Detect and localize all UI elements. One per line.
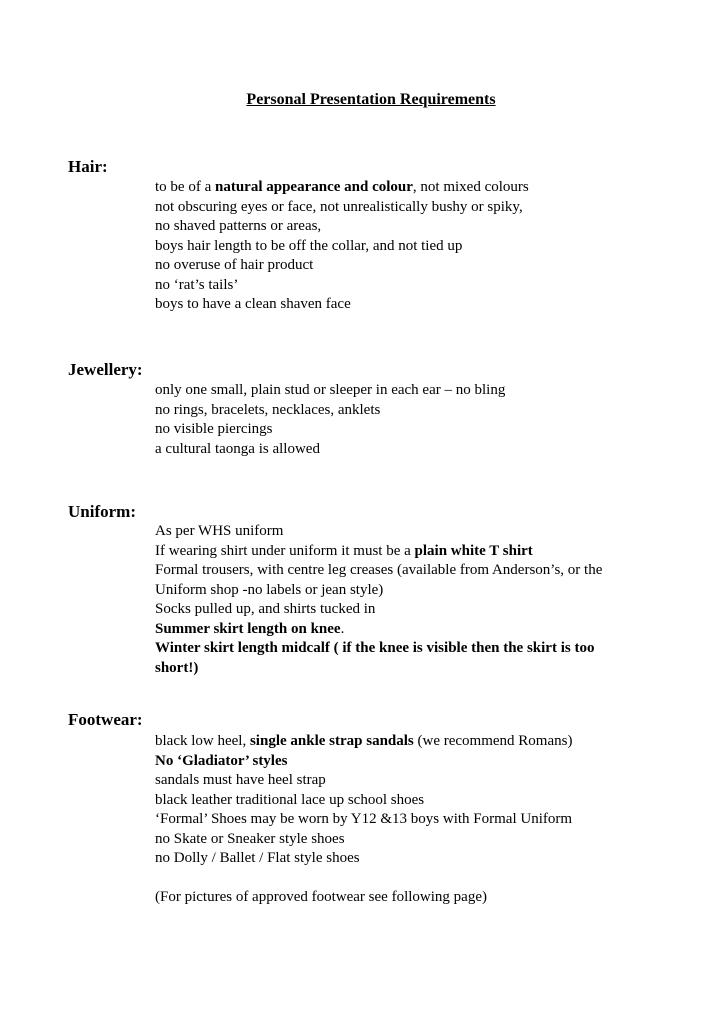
footwear-line-text: (we recommend Romans) (413, 733, 573, 749)
hair-line-text: to be of a (155, 179, 215, 195)
hair-line: boys to have a clean shaven face (155, 296, 351, 312)
uniform-line (155, 620, 675, 640)
spacer (155, 869, 675, 889)
uniform-line: Uniform shop -no labels or jean style) (155, 581, 384, 598)
hair-line-text: , not mixed colours (412, 179, 529, 195)
uniform-line: As per WHS uniform (155, 523, 284, 539)
uniform-emphasis: plain white T shirt (414, 542, 533, 559)
uniform-line: short!) (155, 659, 199, 676)
jewellery-heading: Jewellery: (68, 360, 143, 379)
uniform-line: Formal trousers, with centre leg creases (available from Anderson’s, or the (155, 562, 603, 578)
jewellery-line: only one small, plain stud or sleeper in each ear – no bling (155, 382, 506, 398)
hair-line (155, 178, 675, 198)
footwear-heading: Footwear: (68, 710, 143, 729)
hair-line: not obscuring eyes or face, not unrealistically bushy or spiky, (155, 198, 523, 215)
footwear-line-text: black low heel, (155, 733, 250, 749)
uniform-line: Winter skirt length midcalf ( if the knee is visible then the skirt is too (155, 640, 595, 656)
footwear-emphasis: single ankle strap sandals (249, 733, 414, 749)
footwear-line: sandals must have heel strap (155, 772, 326, 788)
hair-heading: Hair: (68, 157, 108, 176)
hair-emphasis: natural appearance and colour (214, 179, 413, 195)
jewellery-line: no rings, bracelets, necklaces, anklets (155, 401, 381, 418)
hair-list (155, 178, 675, 315)
footwear-line: No ‘Gladiator’ styles (155, 752, 288, 769)
uniform-line (155, 542, 675, 562)
page-title: Personal Presentation Requirements (246, 91, 496, 108)
uniform-line-text: . (340, 620, 345, 637)
uniform-heading: Uniform: (68, 502, 136, 521)
uniform-line-text: If wearing shirt under uniform it must be a (155, 542, 415, 559)
hair-line: boys hair length to be off the collar, and not tied up (155, 237, 463, 254)
footwear-line: black leather traditional lace up school shoes (155, 791, 425, 808)
jewellery-line: no visible piercings (155, 421, 273, 437)
footwear-line: no Skate or Sneaker style shoes (155, 830, 345, 847)
hair-line: no shaved patterns or areas, (155, 218, 322, 234)
uniform-emphasis: Summer skirt length on knee (155, 620, 341, 637)
footwear-line: ‘Formal’ Shoes may be worn by Y12 &13 boys with Formal Uniform (155, 811, 573, 827)
footwear-line (155, 732, 675, 752)
footwear-list (155, 732, 675, 908)
hair-line: no ‘rat’s tails’ (155, 276, 239, 293)
hair-line: no overuse of hair product (155, 257, 314, 273)
uniform-list (155, 522, 675, 678)
footwear-note: (For pictures of approved footwear see following page) (155, 889, 487, 905)
jewellery-list (155, 381, 675, 459)
jewellery-line: a cultural taonga is allowed (155, 440, 320, 457)
uniform-line: Socks pulled up, and shirts tucked in (155, 601, 376, 617)
footwear-line: no Dolly / Ballet / Flat style shoes (155, 850, 360, 866)
